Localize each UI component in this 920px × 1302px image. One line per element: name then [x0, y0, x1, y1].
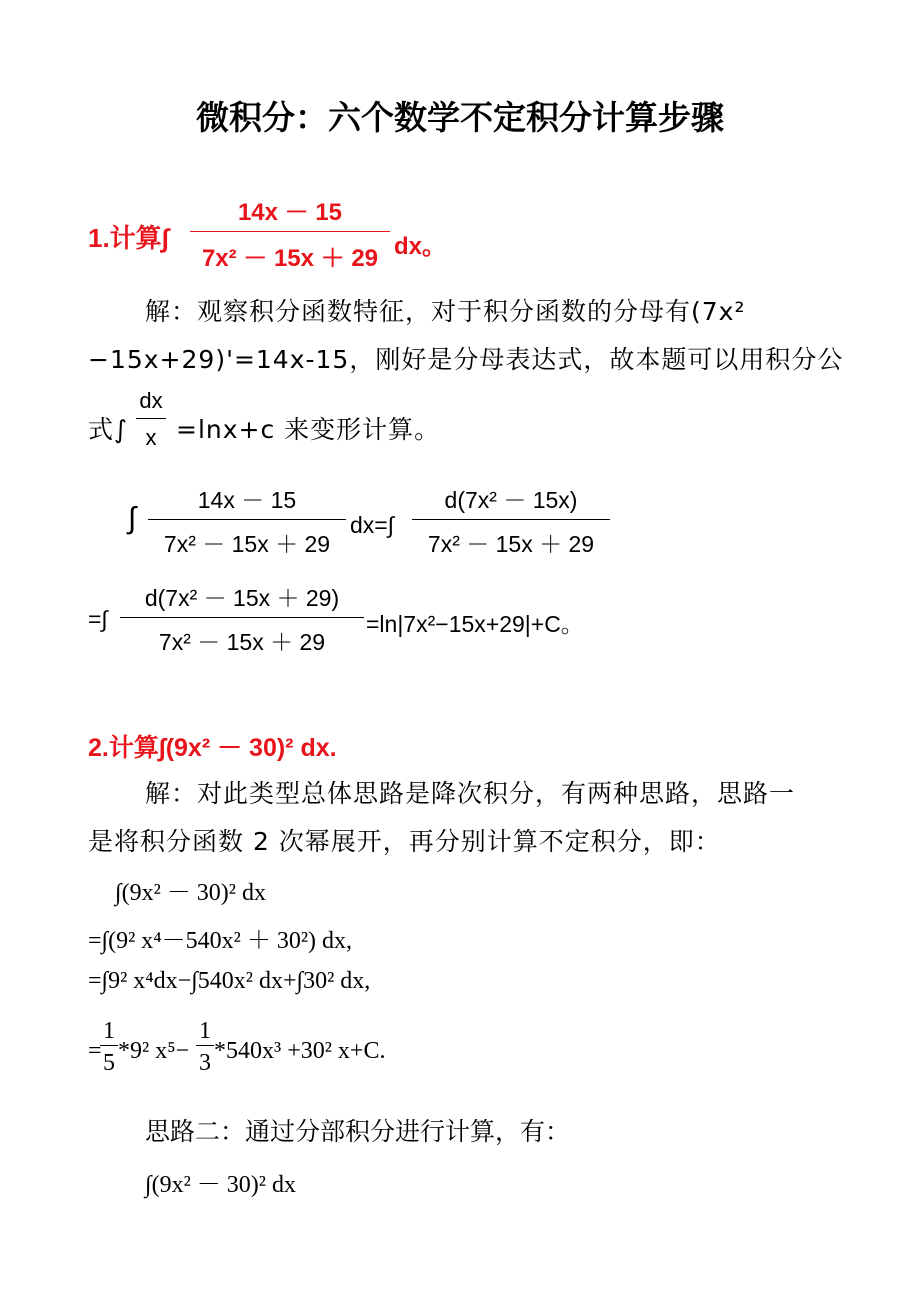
eq2-denominator: 7x² － 15x ＋ 29 [158, 629, 326, 655]
eq1-integral: ∫ [128, 502, 137, 535]
problem1-solution-line2: −15x+29)'=14x-15，刚好是分母表达式，故本题可以用积分公 [88, 345, 844, 374]
method2-step1: ∫(9x² － 30)² dx [145, 1172, 296, 1198]
eq1-middle: dx=∫ [350, 512, 395, 538]
problem2-solution-line2: 是将积分函数 2 次幂展开，再分别计算不定积分，即： [88, 827, 721, 856]
problem2-step2: =∫(9² x⁴－540x² ＋ 30²) dx, [88, 928, 353, 954]
formula-prefix: 式∫ [88, 415, 129, 444]
eq1-numerator1: 14x － 15 [197, 487, 297, 513]
formula-denominator: x [145, 425, 157, 450]
eq1-denominator2: 7x² － 15x ＋ 29 [427, 531, 595, 557]
step4-fraction1-denominator: 5 [103, 1050, 115, 1076]
step4-fraction2 [196, 1018, 214, 1077]
page-title: 微积分：六个数学不定积分计算步骤 [196, 98, 724, 137]
formula-suffix: =lnx+c 来变形计算。 [176, 415, 441, 444]
problem2-heading: 2.计算∫(9x² － 30)² dx. [88, 734, 337, 762]
problem2-step4-suffix: *540x³ +30² x+C. [214, 1038, 386, 1064]
eq1-fraction1 [148, 482, 346, 559]
eq2-prefix: =∫ [88, 606, 108, 632]
problem1-numerator: 14x － 15 [237, 199, 343, 226]
problem2-step4-prefix: = [88, 1038, 102, 1064]
eq1-numerator2: d(7x² － 15x) [444, 487, 578, 513]
step4-fraction2-numerator: 1 [199, 1018, 211, 1044]
step4-fraction1-numerator: 1 [103, 1018, 115, 1044]
problem2-step1: ∫(9x² － 30)² dx [115, 880, 266, 906]
eq1-fraction2 [412, 482, 610, 559]
problem1-denominator: 7x² － 15x ＋ 29 [201, 245, 379, 272]
problem2-step3: =∫9² x⁴dx−∫540x² dx+∫30² dx, [88, 968, 371, 994]
eq2-numerator: d(7x² － 15x ＋ 29) [144, 585, 340, 611]
eq2-fraction [120, 580, 364, 657]
formula-fraction [136, 388, 166, 451]
formula-numerator: dx [139, 388, 163, 413]
problem1-fraction [190, 192, 390, 273]
problem1-heading-prefix: 1.计算∫ [88, 223, 169, 253]
step4-fraction1 [100, 1018, 118, 1077]
eq2-suffix: =ln|7x²−15x+29|+C。 [366, 611, 584, 637]
problem2-solution-line1: 解：对此类型总体思路是降次积分，有两种思路，思路一 [145, 779, 796, 808]
problem1-solution-line1: 解：观察积分函数特征，对于积分函数的分母有(7x² [145, 297, 746, 326]
problem2-step4-middle: *9² x⁵− [118, 1038, 190, 1064]
step4-fraction2-denominator: 3 [199, 1050, 211, 1076]
problem1-heading-suffix: dx。 [394, 233, 447, 260]
eq1-denominator1: 7x² － 15x ＋ 29 [163, 531, 331, 557]
method2-heading: 思路二：通过分部积分进行计算，有： [145, 1117, 571, 1146]
